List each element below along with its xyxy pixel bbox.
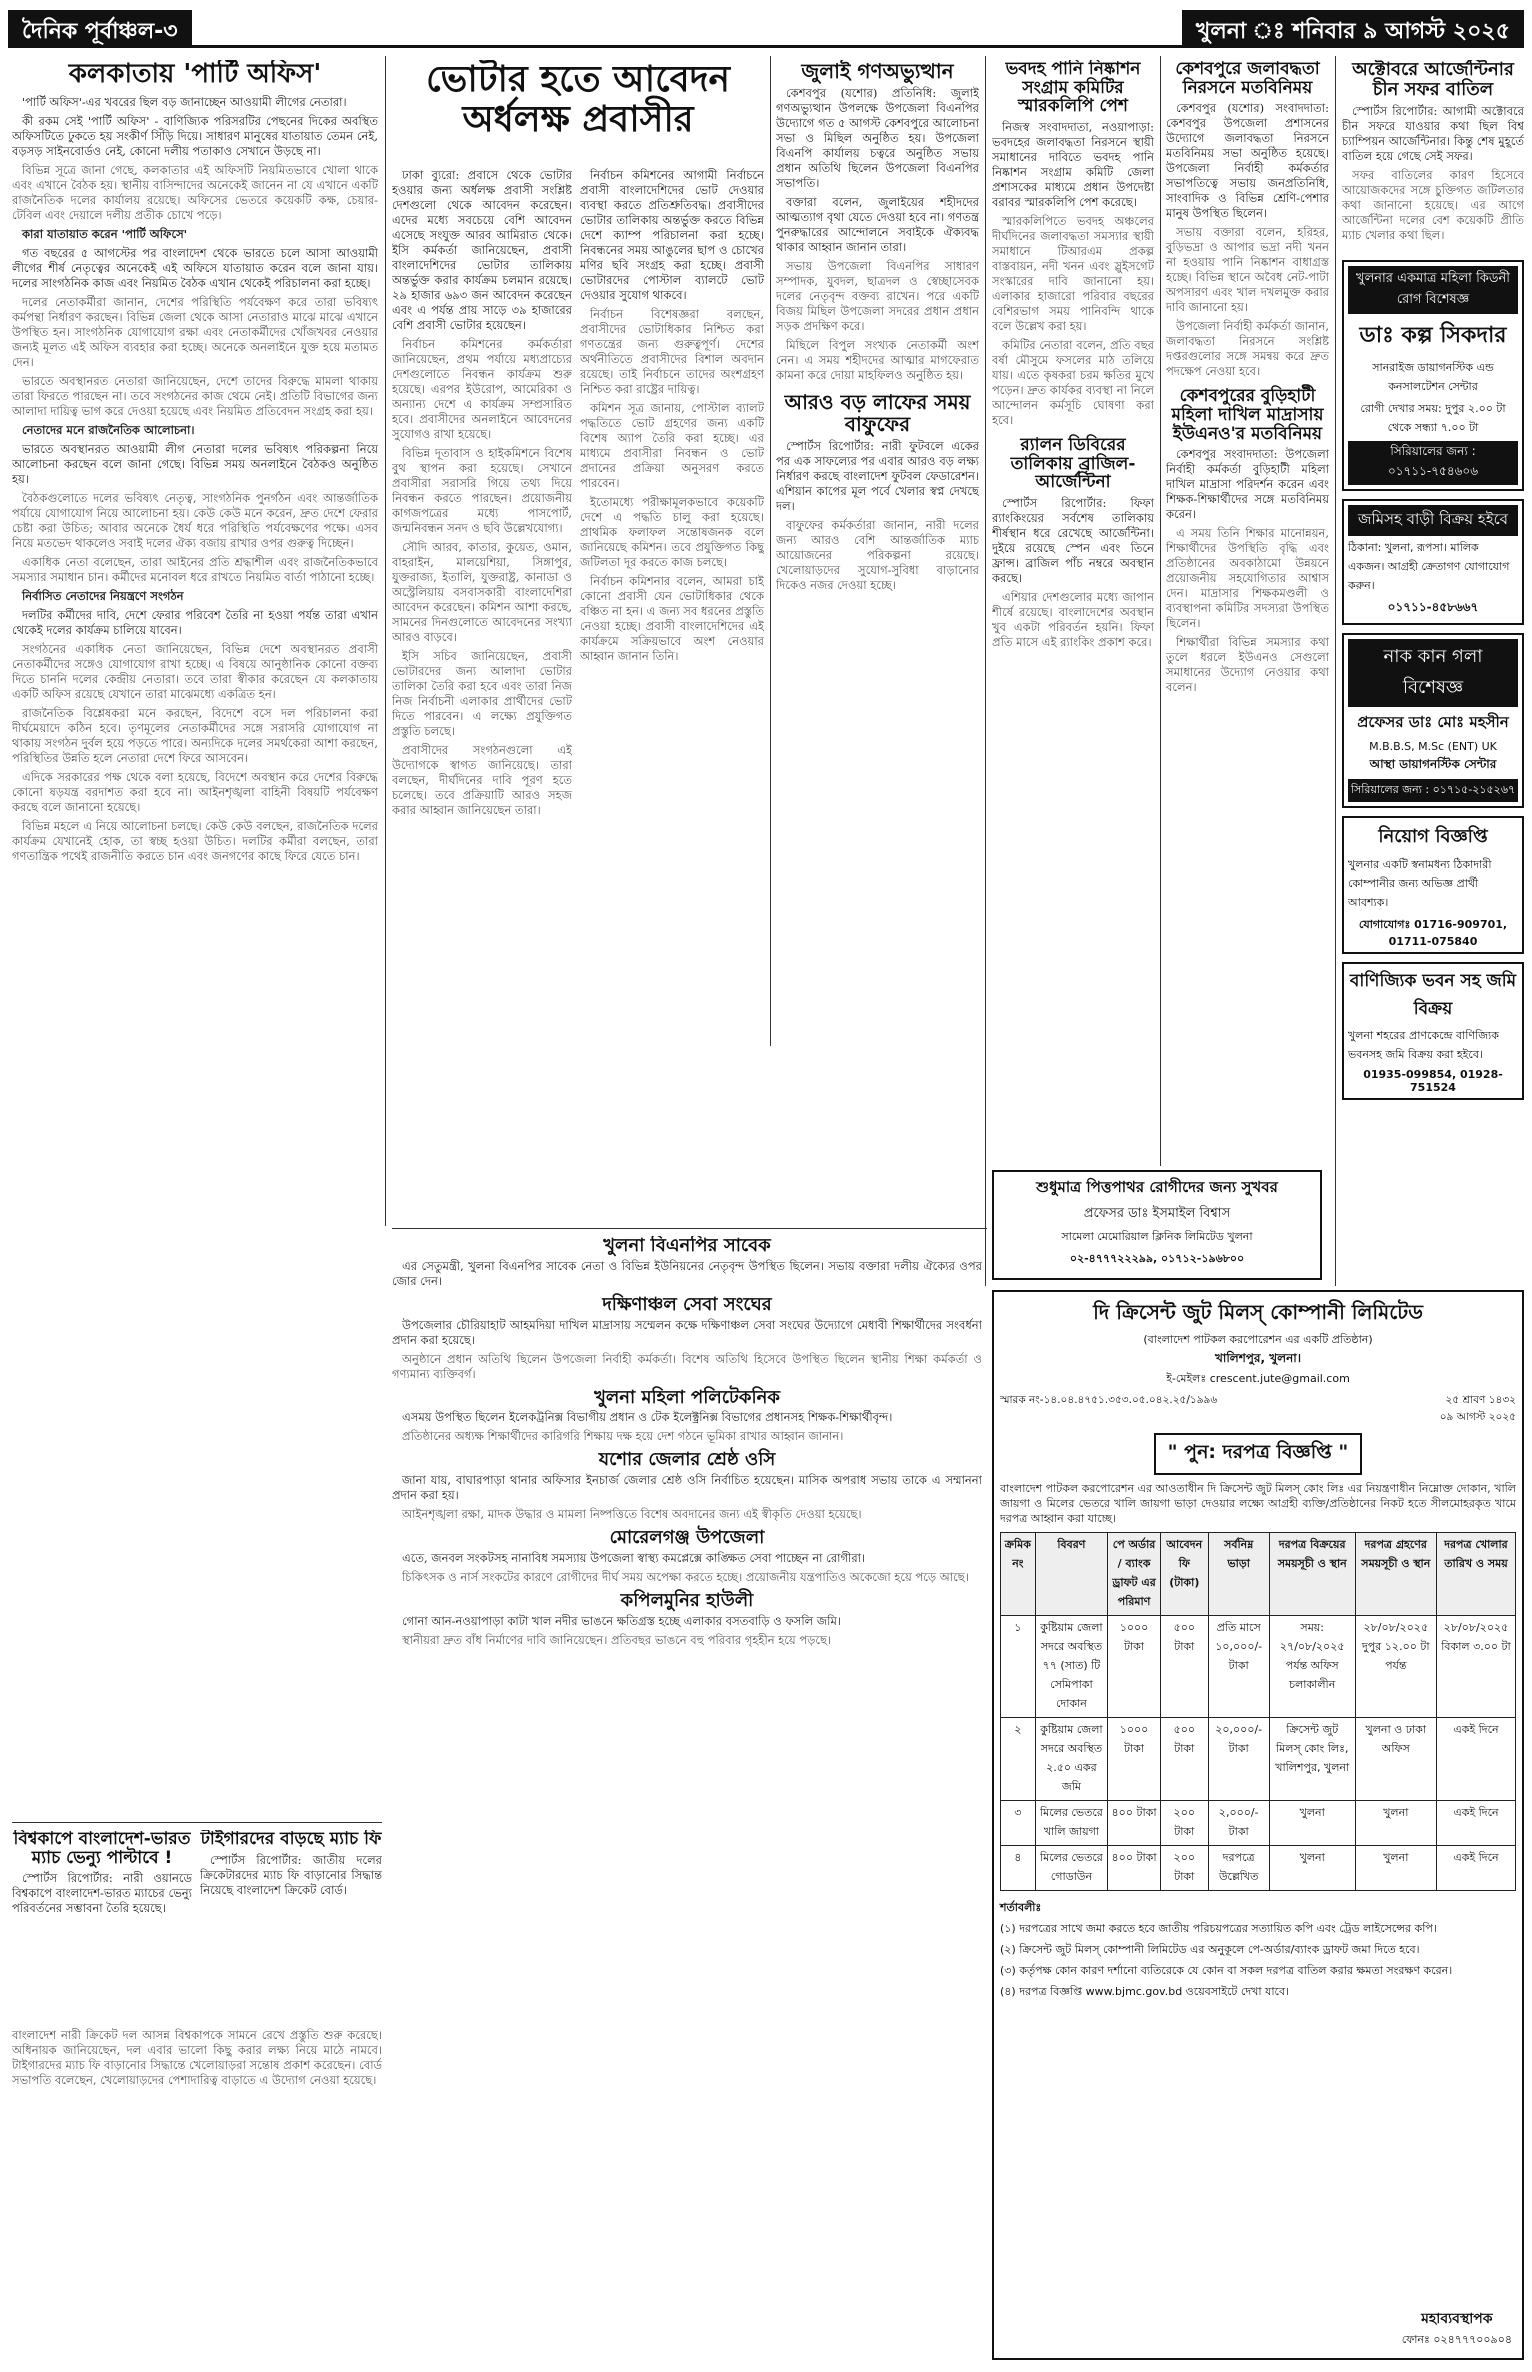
mid-headline: কপিলমুনির হাউলী xyxy=(620,1589,754,1611)
tender-term: (২) ক্রিসেন্ট জুট মিলস্ কোম্পানী লিমিটেড এর অনুকূলে পে-অর্ডার/ব্যাংক ড্রাফট জমা দিতে হবে। xyxy=(1000,1943,1420,1956)
tender-column-header: পে অর্ডার / ব্যাংক ড্রাফট এর পরিমাণ xyxy=(1108,1533,1161,1616)
tender-column-header: দরপত্র গ্রহণের সময়সূচী ও স্থান xyxy=(1355,1533,1436,1616)
section-rule xyxy=(392,1228,987,1229)
tender-term: (১) দরপত্রের সাথে জমা করতে হবে জাতীয় পরিচয়পত্রের সত্যায়িত কপি এবং ট্রেড লাইসেন্সের কপি। xyxy=(1000,1922,1437,1935)
tender-row xyxy=(1001,1801,1516,1846)
tender-cell: খুলনা ও ঢাকা অফিস xyxy=(1355,1718,1436,1801)
article-headline: কলকাতায় 'পার্টি অফিস' xyxy=(68,60,322,89)
article-party-office xyxy=(12,60,378,1820)
tender-cell: ৩ xyxy=(1001,1801,1036,1846)
ads-column: অক্টোবরে আর্জেন্টিনার চীন সফর বাতিল স্পোর্টস রিপোর্টার: আগামী অক্টোবরে চীন সফরে যাওয়ার কথা ছিল বিশ্ব চ্যাম্পিয়ন আর্জেন্টিনার। কিন্তু শেষ মুহূর্তে বাতিল হয়ে গেছে সেই সফর। সফর বাতিলের কারণ হিসেবে আয়োজকদের সঙ্গে চুক্তিগত জটিলতার কথা জানানো হয়েছে। এর আগে আর্জেন্টিনা দলের বেশ কয়েকটি প্রীতি ম্যাচ খেলার কথা ছিল। খুলনার একমাত্র মহিলা কিডনী রোগ বিশেষজ্ঞ ডাঃ কল্প সিকদার সানরাইজ ডায়াগনস্টিক এন্ড কনসালটেশন সেন্টার রোগী দেখার সময়: দুপুর ২.০০ টা থেকে সন্ধ্যা ৭.০০ টা সিরিয়ালের জন্য : ০১৭১১-৭৫৪৬০৬ জমিসহ বাড়ী বিক্রয় হইবে ঠিকানা: খুলনা, রূপসা। মালিক একজন। আগ্রহী ক্রেতাগণ যোগাযোগ করুন। ০১৭১১-৪৫৮৬৬৭ নাক কান গলা বিশেষজ্ঞ প্রফেসর ডাঃ মোঃ মহসীন M.B.B.S, M.Sc (ENT) UK আস্থা ডায়াগনস্টিক সেন্টার সিরিয়ালের জন্য : ০১৭১৫-২১৫২৬৭ নিয়োগ বিজ্ঞপ্তি খুলনার একটি স্বনামধন্য ঠিকাদারী কোম্পানীর জন্য অভিজ্ঞ প্রার্থী আবশ্যক। যোগাযোগঃ 01716-909701, 01711-075840 বাণিজ্যিক ভবন সহ জমি বিক্রয় খুলনা শহরের প্রাণকেন্দ্রে বাণিজ্যিক ভবনসহ জমি বিক্রয় করা হইবে। 01935-099854, 01928-751524 xyxy=(1342,60,1524,1240)
article-headline: ভবদহ পানি নিষ্কাশন সংগ্রাম কমিটির স্মারকলিপি পেশ xyxy=(1005,60,1141,117)
mid-headline: দক্ষিণাঞ্চল সেবা সংঘের xyxy=(602,1293,772,1315)
tender-date-bn: ২৫ শ্রাবণ ১৪৩২ xyxy=(1445,1394,1516,1406)
tender-signatory: মহাব্যবস্থাপক xyxy=(1421,2311,1493,2327)
tender-row xyxy=(1001,1616,1516,1718)
tender-email: ই-মেইলঃ crescent.jute@gmail.com xyxy=(1166,1372,1350,1385)
tender-cell: ৫০০ টাকা xyxy=(1160,1616,1208,1718)
column-rule xyxy=(1160,56,1161,1166)
ad-ent-specialist: নাক কান গলা বিশেষজ্ঞ প্রফেসর ডাঃ মোঃ মহসীন M.B.B.S, M.Sc (ENT) UK আস্থা ডায়াগনস্টিক সেন্টার সিরিয়ালের জন্য : ০১৭১৫-২১৫২৬৭ xyxy=(1342,633,1524,808)
tender-cell: ২,০০০/- টাকা xyxy=(1208,1801,1269,1846)
tender-address: খালিশপুর, খুলনা। xyxy=(1214,1351,1302,1365)
tender-terms: শর্তাবলীঃ (১) দরপত্রের সাথে জমা করতে হবে জাতীয় পরিচয়পত্রের সত্যায়িত কপি এবং ট্রেড লাইসেন্সের কপি। (২) ক্রিসেন্ট জুট মিলস্ কোম্পানী লিমিটেড এর অনুকূলে পে-অর্ডার/ব্যাংক ড্রাফট জমা দিতে হবে। (৩) কর্তৃপক্ষ কোন কারণ দর্শানো ব্যতিরেকে যে কোন বা সকল দরপত্র বাতিল করার ক্ষমতা সংরক্ষণ করেন। (৪) দরপত্র বিজ্ঞপ্তি www.bjmc.gov.bd ওয়েবসাইটে দেখা যাবে। xyxy=(1000,1899,1516,2002)
tender-column-header: ক্রমিক নং xyxy=(1001,1533,1036,1616)
tender-column-header: দরপত্র খোলার তারিখ ও সময় xyxy=(1436,1533,1515,1616)
tender-cell: ৪০০ টাকা xyxy=(1108,1801,1161,1846)
tender-row xyxy=(1001,1718,1516,1801)
tender-column-header: বিবরণ xyxy=(1035,1533,1107,1616)
tender-cell: ২০০ টাকা xyxy=(1160,1846,1208,1891)
tender-cell: মিলের ভেতরে খালি জায়গা xyxy=(1035,1801,1107,1846)
tender-column-header: সর্বনিম্ন ভাড়া xyxy=(1208,1533,1269,1616)
tender-cell: খুলনা xyxy=(1269,1801,1355,1846)
article-headline-fifa: র‍্যালন ডিবিরের তালিকায় ব্রাজিল-আর্জেন্টিনা xyxy=(1010,435,1136,493)
tender-cell: ২৮/০৮/২০২৫ বিকাল ৩.০০ টা xyxy=(1436,1616,1515,1718)
tender-subtitle: (বাংলাদেশ পাটকল করপোরেশন এর একটি প্রতিষ্ঠান) xyxy=(1143,1333,1373,1346)
section-rule xyxy=(12,1822,382,1823)
tender-cell: খুলনা xyxy=(1355,1801,1436,1846)
mid-headline: যশোর জেলার শ্রেষ্ঠ ওসি xyxy=(598,1449,776,1471)
mid-headline: মোরেলগঞ্জ উপজেলা xyxy=(609,1527,765,1549)
tender-company: দি ক্রিসেন্ট জুট মিলস্ কোম্পানী লিমিটেড xyxy=(1093,1300,1423,1324)
tender-cell: একই দিনে xyxy=(1436,1718,1515,1801)
article-headline: কেশবপুরে জলাবদ্ধতা নিরসনে মতবিনিময় xyxy=(1175,60,1320,98)
tender-cell: মিলের ভেতরে গোডাউন xyxy=(1035,1846,1107,1891)
tender-intro: বাংলাদেশ পাটকল করপোরেশন এর আওতাধীন দি ক্রিসেন্ট জুট মিলস্ কোং লিঃ এর নিয়ন্ত্রণাধীন নিম্নোক্ত দোকান, খালি জায়গা ও মিলের ভেতরে খালি জায়গা ভাড়া দেওয়ার লক্ষ্যে আগ্রহী ব্যক্তি/প্রতিষ্ঠানের নিকট হতে সীলমোহরকৃত খামে দরপত্র আহ্বান করা যাচ্ছে। xyxy=(1000,1482,1516,1525)
article-headline-bafuf: আরও বড় লাফের সময় বাফুফের xyxy=(784,390,971,436)
lead-headline-box xyxy=(392,60,764,160)
tender-title: " পুন: দরপত্র বিজ্ঞপ্তি " xyxy=(1154,1433,1363,1475)
tender-column-header: দরপত্র বিক্রয়ের সময়সূচী ও স্থান xyxy=(1269,1533,1355,1616)
tender-cell: ২০,০০০/- টাকা xyxy=(1208,1718,1269,1801)
tender-column-header: আবেদন ফি (টাকা) xyxy=(1160,1533,1208,1616)
mid-news-section: খুলনা বিএনপির সাবেক এর সেতুমন্ত্রী, খুলনা বিএনপির সাবেক নেতা ও বিভিন্ন ইউনিয়নের নেতৃবৃন্দ উপস্থিত ছিলেন। সভায় বক্তারা দলীয় ঐক্যের ওপর জোর দেন। দক্ষিণাঞ্চল সেবা সংঘের উপজেলার চৌরিয়াহাট আহমদিয়া দাখিল মাদ্রাসায় সম্মেলন কক্ষে দক্ষিণাঞ্চল সেবা সংঘের উদ্যোগে মেধাবী শিক্ষার্থীদের সংবর্ধনা প্রদান করা হয়েছে। অনুষ্ঠানে প্রধান অতিথি ছিলেন উপজেলা নির্বাহী কর্মকর্তা। বিশেষ অতিথি হিসেবে উপস্থিত ছিলেন স্থানীয় শিক্ষা কর্মকর্তা ও গণ্যমান্য ব্যক্তিবর্গ। খুলনা মহিলা পলিটেকনিক এসময় উপস্থিত ছিলেন ইলেকট্রনিক্স বিভাগীয় প্রধান ও টেক ইলেক্ট্রনিক্স বিভাগের প্রধানসহ শিক্ষক-শিক্ষার্থীবৃন্দ। প্রতিষ্ঠানের অধ্যক্ষ শিক্ষার্থীদের কারিগরি শিক্ষায় দক্ষ হয়ে দেশ গঠনে ভূমিকা রাখার আহ্বান জানান। যশোর জেলার শ্রেষ্ঠ ওসি জানা যায়, বাঘারপাড়া থানার অফিসার ইনচার্জ জেলার শ্রেষ্ঠ ওসি নির্বাচিত হয়েছেন। মাসিক অপরাধ সভায় তাকে এ সম্মাননা প্রদান করা হয়। আইনশৃঙ্খলা রক্ষা, মাদক উদ্ধার ও মামলা নিষ্পত্তিতে বিশেষ অবদানের জন্য এই স্বীকৃতি দেওয়া হয়েছে। মোরেলগঞ্জ উপজেলা এতে, জনবল সংকটসহ নানাবিধ সমস্যায় উপজেলা স্বাস্থ্য কমপ্লেক্সে কাঙ্ক্ষিত সেবা পাচ্ছেন না রোগীরা। চিকিৎসক ও নার্স সংকটের কারণে রোগীদের দীর্ঘ সময় অপেক্ষা করতে হচ্ছে। প্রয়োজনীয় যন্ত্রপাতিও অকেজো হয়ে পড়ে আছে। কপিলমুনির হাউলী গোনা আন-নওয়াপাড়া কাটা খাল নদীর ভাঙনে ক্ষতিগ্রস্ত হচ্ছে এলাকার বসতবাড়ি ও ফসলি জমি। স্থানীয়রা দ্রুত বাঁধ নির্মাণের দাবি জানিয়েছেন। প্রতিবছর ভাঙনে বহু পরিবার গৃহহীন হয়ে পড়ছে। xyxy=(392,1236,982,1647)
tender-cell: কুষ্টিয়াম জেলা সদরে অবস্থিত ৭৭ (সাত) টি সেমিপাকা দোকান xyxy=(1035,1616,1107,1718)
tender-term: (৪) দরপত্র বিজ্ঞপ্তি www.bjmc.gov.bd ওয়েবসাইটে দেখা যাবে। xyxy=(1000,1985,1290,1998)
tender-cell: ৫০০ টাকা xyxy=(1160,1718,1208,1801)
masthead xyxy=(8,8,1524,48)
sports-article-venue: বিশ্বকাপে বাংলাদেশ-ভারত ম্যাচ ভেন্যু পাল্টাবে ! স্পোর্টস রিপোর্টার: নারী ওয়ানডে বিশ্বকাপে বাংলাদেশ-ভারত ম্যাচের ভেন্যু পরিবর্তনের সম্ভাবনা তৈরি হয়েছে। xyxy=(12,1830,192,1916)
lower-left-text: বাংলাদেশ নারী ক্রিকেট দল আসন্ন বিশ্বকাপকে সামনে রেখে প্রস্তুতি শুরু করেছে। অধিনায়ক জানিয়েছেন, দল এবার ভালো কিছু করার লক্ষ্য নিয়ে মাঠে নামবে। টাইগারদের ম্যাচ ফি বাড়ানোর সিদ্ধান্তে খেলোয়াড়রা সন্তোষ প্রকাশ করেছেন। বোর্ড সভাপতি বলেছেন, খেলোয়াড়দের পেশাদারিত্ব বাড়াতে এ উদ্যোগ নেওয়া হয়েছে। xyxy=(12,2028,382,2087)
tender-cell: সময়: ২৭/০৮/২০২৫ পর্যন্ত অফিস চলাকালীন xyxy=(1269,1616,1355,1718)
tender-cell: ২০০ টাকা xyxy=(1160,1801,1208,1846)
lead-article-col-b: নির্বাচন কমিশনের আগামী নির্বাচনে প্রবাসী বাংলাদেশিদের ভোট দেওয়ার ব্যবস্থা করতে প্রতিশ্রুতিবদ্ধ। প্রবাসীদের ভোটার তালিকায় অন্তর্ভুক্ত করতে বিভিন্ন দেশে ক্যাম্প পরিচালনা করা হচ্ছে। নিবন্ধনের সময় আঙুলের ছাপ ও চোখের মণির ছবি সংগ্রহ করা হচ্ছে। প্রবাসী ভোটারদের পোস্টাল ব্যালটে ভোট দেওয়ার সুযোগ থাকবে। নির্বাচন বিশেষজ্ঞরা বলছেন, প্রবাসীদের ভোটাধিকার নিশ্চিত করা গণতন্ত্রের জন্য গুরুত্বপূর্ণ। দেশের অর্থনীতিতে প্রবাসীদের বিশাল অবদান রয়েছে। তাই নির্বাচনে তাদের অংশগ্রহণ নিশ্চিত করা রাষ্ট্রের দায়িত্ব। কমিশন সূত্র জানায়, পোস্টাল ব্যালট পদ্ধতিতে ভোট গ্রহণের জন্য একটি বিশেষ অ্যাপ তৈরি করা হচ্ছে। এর মাধ্যমে প্রবাসীরা নিবন্ধন ও ভোট প্রদানের প্রক্রিয়া অনুসরণ করতে পারবেন। ইতোমধ্যে পরীক্ষামূলকভাবে কয়েকটি দেশে এ পদ্ধতি চালু করা হয়েছে। প্রাথমিক ফলাফল সন্তোষজনক বলে জানিয়েছে কমিশন। তবে প্রযুক্তিগত কিছু জটিলতা দূর করতে কাজ চলছে। নির্বাচন কমিশনার বলেন, আমরা চাই কোনো প্রবাসী যেন ভোটাধিকার থেকে বঞ্চিত না হন। এ জন্য সব ধরনের প্রস্তুতি নেওয়া হচ্ছে। প্রবাসী বাংলাদেশিদের এই কার্যক্রমে সক্রিয়ভাবে অংশ নেওয়ার আহ্বান জানান তিনি। xyxy=(580,168,764,663)
tender-cell: ১০০০ টাকা xyxy=(1108,1616,1161,1718)
ad-house-sale: জমিসহ বাড়ী বিক্রয় হইবে ঠিকানা: খুলনা, রূপসা। মালিক একজন। আগ্রহী ক্রেতাগণ যোগাযোগ করুন। ০১৭১১-৪৫৮৬৬৭ xyxy=(1342,499,1524,625)
ad-recruitment: নিয়োগ বিজ্ঞপ্তি খুলনার একটি স্বনামধন্য ঠিকাদারী কোম্পানীর জন্য অভিজ্ঞ প্রার্থী আবশ্যক। যোগাযোগঃ 01716-909701, 01711-075840 xyxy=(1342,816,1524,954)
tender-term: (৩) কর্তৃপক্ষ কোন কারণ দর্শানো ব্যতিরেকে যে কোন বা সকল দরপত্র বাতিল করার ক্ষমতা সংরক্ষণ করেন। xyxy=(1000,1964,1453,1977)
sports-headline: বিশ্বকাপে বাংলাদেশ-ভারত ম্যাচ ভেন্যু পাল্টাবে ! xyxy=(13,1830,191,1868)
column-rule xyxy=(385,56,386,1226)
tender-cell: ক্রিসেন্ট জুট মিলস্ কোং লিঃ, খালিশপুর, খুলনা xyxy=(1269,1718,1355,1801)
tender-cell: একই দিনে xyxy=(1436,1846,1515,1891)
paper-name: দৈনিক পূর্বাঞ্চল-৩ xyxy=(8,10,192,48)
mid-headline: খুলনা মহিলা পলিটেকনিক xyxy=(594,1386,780,1408)
article-headline: অক্টোবরে আর্জেন্টিনার চীন সফর বাতিল xyxy=(1352,60,1514,100)
lead-article-col-a: ঢাকা ব্যুরো: প্রবাসে থেকে ভোটার হওয়ার জন্য অর্ধলক্ষ প্রবাসী সংশ্লিষ্ট দেশগুলো থেকে আবেদন করেছেন। এদের মধ্যে সবচেয়ে বেশি আবেদন এসেছে সংযুক্ত আরব আমিরাত থেকে। ইসি কর্মকর্তা জানিয়েছেন, প্রবাসী বাংলাদেশিদের ভোটার তালিকায় অন্তর্ভুক্ত করার কার্যক্রম চলমান রয়েছে। ২৯ হাজার ৬৯৩ জন আবেদন করেছেন এবং এ পর্যন্ত প্রায় সাড়ে ৩৯ হাজারের বেশি প্রবাসী ভোটার হয়েছেন। নির্বাচন কমিশনের কর্মকর্তারা জানিয়েছেন, প্রথম পর্যায়ে মধ্যপ্রাচ্যের দেশগুলোতে নিবন্ধন কার্যক্রম শুরু হয়েছে। এরপর ইউরোপ, আমেরিকা ও অন্যান্য দেশে এ কার্যক্রম সম্প্রসারিত হবে। প্রবাসীদের অনলাইনে আবেদনের সুযোগও রাখা হয়েছে। বিভিন্ন দূতাবাস ও হাইকমিশনে বিশেষ বুথ স্থাপন করা হয়েছে। সেখানে প্রবাসীরা সরাসরি গিয়ে তথ্য দিয়ে নিবন্ধন করতে পারছেন। প্রয়োজনীয় কাগজপত্রের মধ্যে পাসপোর্ট, জন্মনিবন্ধন সনদ ও ছবি উল্লেখযোগ্য। সৌদি আরব, কাতার, কুয়েত, ওমান, বাহরাইন, মালয়েশিয়া, সিঙ্গাপুর, যুক্তরাজ্য, ইতালি, যুক্তরাষ্ট্র, কানাডা ও অস্ট্রেলিয়ায় বসবাসকারী বাংলাদেশিরা আবেদন করেছেন। কমিশন আশা করছে, সামনের দিনগুলোতে আবেদনের সংখ্যা আরও বাড়বে। ইসি সচিব জানিয়েছেন, প্রবাসী ভোটারদের জন্য আলাদা ভোটার তালিকা তৈরি করা হবে এবং তারা নিজ নিজ নির্বাচনী এলাকার প্রার্থীদের ভোট দিতে পারবেন। এ লক্ষ্যে প্রযুক্তিগত প্রস্তুতি চলছে। প্রবাসীদের সংগঠনগুলো এই উদ্যোগকে স্বাগত জানিয়েছে। তারা বলছেন, দীর্ঘদিনের দাবি পূরণ হতে চলেছে। তবে প্রক্রিয়াটি আরও সহজ করার আহ্বান জানিয়েছেন তারা। xyxy=(392,168,572,817)
ad-commercial-building: বাণিজ্যিক ভবন সহ জমি বিক্রয় খুলনা শহরের প্রাণকেন্দ্রে বাণিজ্যিক ভবনসহ জমি বিক্রয় করা হইবে। 01935-099854, 01928-751524 xyxy=(1342,962,1524,1100)
lead-headline-line1: ভোটার হতে আবেদন xyxy=(425,60,731,100)
tender-cell: প্রতি মাসে ১০,০০০/- টাকা xyxy=(1208,1616,1269,1718)
tender-notice xyxy=(992,1290,1524,2360)
tender-phone: ফোনঃ ০২৪৭৭৭০০৯০৪ xyxy=(1401,2333,1512,2346)
article-headline: জুলাই গণঅভ্যুত্থান xyxy=(801,60,954,83)
tender-cell: কুষ্টিয়াম জেলা সদরে অবস্থিত ২.৫০ একর জমি xyxy=(1035,1718,1107,1801)
tender-table xyxy=(1000,1532,1516,1891)
tender-cell: ১০০০ টাকা xyxy=(1108,1718,1161,1801)
column-rule xyxy=(1335,56,1336,1286)
tender-ref: স্মারক নং-১৪.০৪.৪৭৫১.৩৫৩.০৫.০৪২.২৫/১৯৯৬ xyxy=(1000,1394,1218,1406)
mid-headline: খুলনা বিএনপির সাবেক xyxy=(603,1236,771,1256)
lead-headline-line2: অর্ধলক্ষ প্রবাসীর xyxy=(462,98,694,140)
tender-cell: ২ xyxy=(1001,1718,1036,1801)
tender-cell: ৪ xyxy=(1001,1846,1036,1891)
article-bhabodaho: ভবদহ পানি নিষ্কাশন সংগ্রাম কমিটির স্মারকলিপি পেশ নিজস্ব সংবাদদাতা, নওয়াপাড়া: ভবদহের জলাবদ্ধতা নিরসনে স্থায়ী সমাধানের দাবিতে ভবদহ পানি নিষ্কাশন সংগ্রাম কমিটি জেলা প্রশাসকের মাধ্যমে প্রধান উপদেষ্টা বরাবর স্মারকলিপি পেশ করেছে। স্মারকলিপিতে ভবদহ অঞ্চলের দীর্ঘদিনের জলাবদ্ধতা সমস্যার স্থায়ী সমাধানে টিআরএম প্রকল্প বাস্তবায়ন, নদী খনন এবং স্লুইসগেট সংস্কারের দাবি জানানো হয়। এলাকার হাজারো পরিবার বছরের বেশিরভাগ সময় পানিবন্দি থাকে বলে উল্লেখ করা হয়। কমিটির নেতারা বলেন, প্রতি বছর বর্ষা মৌসুমে ফসলের মাঠ তলিয়ে যায়। এতে কৃষকরা চরম ক্ষতির মুখে পড়েন। দ্রুত কার্যকর ব্যবস্থা না নিলে আন্দোলন কর্মসূচি ঘোষণা করা হবে। র‍্যালন ডিবিরের তালিকায় ব্রাজিল-আর্জেন্টিনা স্পোর্টস রিপোর্টার: ফিফা র‍্যাংকিংয়ের সর্বশেষ তালিকায় শীর্ষস্থান ধরে রেখেছে আর্জেন্টিনা। দুইয়ে রয়েছে স্পেন এবং তিনে ফ্রান্স। ব্রাজিল পাঁচ নম্বরে অবস্থান করছে। এশিয়ার দেশগুলোর মধ্যে জাপান শীর্ষে রয়েছে। বাংলাদেশের অবস্থান খুব একটা পরিবর্তন হয়নি। ফিফা প্রতি মাসে এই র‍্যাংকিং প্রকাশ করে। xyxy=(992,60,1154,650)
tender-cell: ৪০০ টাকা xyxy=(1108,1846,1161,1891)
tender-cell: দরপত্রে উল্লেখিত xyxy=(1208,1846,1269,1891)
tender-row xyxy=(1001,1846,1516,1891)
column-rule xyxy=(985,56,986,1286)
ad-gallstone: শুধুমাত্র পিত্তপাথর রোগীদের জন্য সুখবর প্রফেসর ডাঃ ইসমাইল বিশ্বাস সামেলা মেমোরিয়াল ক্লিনিক লিমিটেড খুলনা ০২-৪৭৭৭২২২৯৯, ০১৭১২-১৯৬৮০০ xyxy=(992,1170,1322,1280)
tender-cell: ১ xyxy=(1001,1616,1036,1718)
article-body: 'পার্টি অফিস'-এর খবরের ছিল বড় জানাচ্ছেন আওয়ামী লীগের নেতারা। কী রকম সেই 'পার্টি অফিস' - বাণিজ্যিক পরিসরটির পেছনের দিকের অবস্থিত অফিসটিতে ঢুকতে হয় সংকীর্ণ সিঁড়ি দিয়ে। সাধারণ মানুষের যাতায়াত তেমন নেই, বড়সড় সাইনবোর্ডও নেই, কোনো দলীয় পতাকাও সেখানে উড়ছে না। বিভিন্ন সূত্রে জানা গেছে, কলকাতার এই অফিসটি নিয়মিতভাবে খোলা থাকে এবং এখানে বৈঠক হয়। স্থানীয় বাসিন্দাদের অনেকেই জানেন না যে এখানে একটি রাজনৈতিক দলের কার্যালয় রয়েছে। অফিসের ভেতরে কয়েকটি কক্ষ, চেয়ার-টেবিল এবং দেয়ালে দলীয় প্রতীক চোখে পড়ে। কারা যাতায়াত করেন 'পার্টি অফিসে' গত বছরের ৫ আগস্টের পর বাংলাদেশ থেকে ভারতে চলে আসা আওয়ামী লীগের শীর্ষ নেতৃত্বের অনেকেই এই অফিসে যাতায়াত করেন বলে জানা যায়। দলের সাংগঠনিক কাজ এবং নিয়মিত বৈঠক এখান থেকেই পরিচালনা করা হচ্ছে। দলের নেতাকর্মীরা জানান, দেশের পরিস্থিতি পর্যবেক্ষণ করে তারা ভবিষ্যৎ কর্মপন্থা নির্ধারণ করছেন। বিভিন্ন জেলা থেকে আসা নেতারাও মাঝে মাঝে এখানে উপস্থিত হন। সাংগঠনিক যোগাযোগ রক্ষা এবং নেতাকর্মীদের খোঁজখবর নেওয়ার জন্যই মূলত এই অফিস ব্যবহার করা হচ্ছে। অনেকে অনলাইনে যুক্ত হয়ে মতামত দেন। ভারতে অবস্থানরত নেতারা জানিয়েছেন, দেশে তাদের বিরুদ্ধে মামলা থাকায় তারা ফিরতে পারছেন না। তবে সংগঠনের কাজ থেমে নেই। প্রতিটি বিভাগের জন্য আলাদা দায়িত্ব ভাগ করে দেওয়া হয়েছে এবং নিয়মিত প্রতিবেদন সংগ্রহ করা হয়। নেতাদের মনে রাজনৈতিক আলোচনা। ভারতে অবস্থানরত আওয়ামী লীগ নেতারা দলের ভবিষ্যৎ পরিকল্পনা নিয়ে আলোচনা করছেন বলে জানা গেছে। বিভিন্ন সময় অনলাইনে বৈঠকও অনুষ্ঠিত হয়। বৈঠকগুলোতে দলের ভবিষ্যৎ নেতৃত্ব, সাংগঠনিক পুনর্গঠন এবং আন্তর্জাতিক পর্যায়ে যোগাযোগ নিয়ে আলোচনা হয়। কেউ কেউ মনে করেন, দ্রুত দেশে ফেরার চেষ্টা করা উচিত; আবার অনেকে ধৈর্য ধরে পরিস্থিতি পর্যবেক্ষণের পক্ষে। এসব নিয়ে মতভেদ থাকলেও সবাই দলের ঐক্য বজায় রাখার ওপর গুরুত্ব দিচ্ছেন। একাধিক নেতা বলেছেন, তারা আইনের প্রতি শ্রদ্ধাশীল এবং রাজনৈতিকভাবে সমস্যার সমাধান চান। কর্মীদের মনোবল ধরে রাখতে নিয়মিত বার্তা পাঠানো হচ্ছে। নির্বাসিত নেতাদের নিয়ন্ত্রণে সংগঠন দলটির কর্মীদের দাবি, দেশে ফেরার পরিবেশ তৈরি না হওয়া পর্যন্ত তারা এখান থেকেই দলের কার্যক্রম চালিয়ে যাবেন। সংগঠনের একাধিক নেতা জানিয়েছেন, বিভিন্ন দেশে অবস্থানরত প্রবাসী নেতাকর্মীদের সঙ্গেও যোগাযোগ রাখা হচ্ছে। এ বিষয়ে আনুষ্ঠানিক কোনো বক্তব্য দিতে চাননি দলের কেন্দ্রীয় নেতারা। তবে তারা স্বীকার করেছেন যে কলকাতায় একটি অফিস রয়েছে যেখানে তারা মাঝেমধ্যে একত্রিত হন। রাজনৈতিক বিশ্লেষকরা মনে করছেন, বিদেশে বসে দল পরিচালনা করা দীর্ঘমেয়াদে কঠিন হবে। তৃণমূলের নেতাকর্মীদের সঙ্গে সরাসরি যোগাযোগ না থাকায় সংগঠন দুর্বল হয়ে পড়তে পারে। অন্যদিকে দলের সমর্থকেরা আশা করছেন, পরিস্থিতির উন্নতি হলে নেতারা দেশে ফিরে আসবেন। এদিকে সরকারের পক্ষ থেকে বলা হয়েছে, বিদেশে অবস্থান করে দেশের বিরুদ্ধে কোনো ষড়যন্ত্র বরদাশত করা হবে না। আইনশৃঙ্খলা বাহিনী বিষয়টি পর্যবেক্ষণ করছে বলে জানানো হয়েছে। বিভিন্ন মহলে এ নিয়ে আলোচনা চলছে। কেউ কেউ বলছেন, রাজনৈতিক দলের কার্যক্রম যেখানেই হোক, তা স্বচ্ছ হওয়া উচিত। দলটির কর্মীরা বলছেন, তারা গণতান্ত্রিক পথেই রাজনীতি করতে চান এবং জনগণের কাছে ফিরে যেতে চান। xyxy=(12,94,378,863)
tender-cell: একই দিনে xyxy=(1436,1801,1515,1846)
article-july-uprising: জুলাই গণঅভ্যুত্থান কেশবপুর (যশোর) প্রতিনিধি: জুলাই গণঅভ্যুত্থান উপলক্ষে উপজেলা বিএনপির উদ্যোগে গত ৫ আগস্ট কেশবপুরে আলোচনা সভা ও মিছিল অনুষ্ঠিত হয়। উপজেলা বিএনপি কার্যালয় চত্বরে অনুষ্ঠিত সভায় প্রধান অতিথি ছিলেন উপজেলা বিএনপির সভাপতি। বক্তারা বলেন, জুলাইয়ের শহীদদের আত্মত্যাগ বৃথা যেতে দেওয়া হবে না। গণতন্ত্র পুনরুদ্ধারের আন্দোলনে সবাইকে ঐক্যবদ্ধ থাকার আহ্বান জানান তারা। সভায় উপজেলা বিএনপির সাধারণ সম্পাদক, যুবদল, ছাত্রদল ও স্বেচ্ছাসেবক দলের নেতৃবৃন্দ বক্তব্য রাখেন। পরে একটি বিজয় মিছিল উপজেলা সদরের প্রধান প্রধান সড়ক প্রদক্ষিণ করে। মিছিলে বিপুল সংখ্যক নেতাকর্মী অংশ নেন। এ সময় শহীদদের আত্মার মাগফেরাত কামনা করে দোয়া মাহফিলও অনুষ্ঠিত হয়। আরও বড় লাফের সময় বাফুফের স্পোর্টস রিপোর্টার: নারী ফুটবলে একের পর এক সাফল্যের পর এবার আরও বড় লক্ষ্য নির্ধারণ করছে বাংলাদেশ ফুটবল ফেডারেশন। এশিয়ান কাপের মূল পর্বে খেলার স্বপ্ন দেখছে দল। বাফুফের কর্মকর্তারা জানান, নারী দলের জন্য আরও বেশি আন্তর্জাতিক ম্যাচ আয়োজনের পরিকল্পনা রয়েছে। খেলোয়াড়দের সুযোগ-সুবিধা বাড়ানোর দিকেও নজর দেওয়া হচ্ছে। xyxy=(776,60,979,592)
tender-cell: ২৮/০৮/২০২৫ দুপুর ১২.০০ টা পর্যন্ত xyxy=(1355,1616,1436,1718)
tender-date-en: ০৯ আগস্ট ২০২৫ xyxy=(1439,1411,1516,1423)
ad-kidney-specialist: খুলনার একমাত্র মহিলা কিডনী রোগ বিশেষজ্ঞ ডাঃ কল্প সিকদার সানরাইজ ডায়াগনস্টিক এন্ড কনসালটেশন সেন্টার রোগী দেখার সময়: দুপুর ২.০০ টা থেকে সন্ধ্যা ৭.০০ টা সিরিয়ালের জন্য : ০১৭১১-৭৫৪৬০৬ xyxy=(1342,260,1524,491)
sports-article-match-fee: টাইগারদের বাড়ছে ম্যাচ ফি স্পোর্টস রিপোর্টার: জাতীয় দলের ক্রিকেটারদের ম্যাচ ফি বাড়ানোর সিদ্ধান্ত নিয়েছে বাংলাদেশ ক্রিকেট বোর্ড। xyxy=(200,1830,382,1897)
article-keshabpur: কেশবপুরে জলাবদ্ধতা নিরসনে মতবিনিময় কেশবপুর (যশোর) সংবাদদাতা: কেশবপুর উপজেলা প্রশাসনের উদ্যোগে জলাবদ্ধতা নিরসনে মতবিনিময় সভা অনুষ্ঠিত হয়েছে। উপজেলা নির্বাহী কর্মকর্তার সভাপতিত্বে সভায় জনপ্রতিনিধি, সাংবাদিক ও বিভিন্ন শ্রেণি-পেশার মানুষ উপস্থিত ছিলেন। সভায় বক্তারা বলেন, হরিহর, বুড়িভদ্রা ও আপার ভদ্রা নদী খনন না হওয়ায় পানি নিষ্কাশন বাধাগ্রস্ত হচ্ছে। বিভিন্ন স্থানে অবৈধ নেট-পাটা অপসারণ এবং খাল দখলমুক্ত করার দাবি জানানো হয়। উপজেলা নির্বাহী কর্মকর্তা জানান, জলাবদ্ধতা নিরসনে সংশ্লিষ্ট দপ্তরগুলোর সঙ্গে সমন্বয় করে দ্রুত পদক্ষেপ নেওয়া হবে। কেশবপুরের বুড়িহাটী মহিলা দাখিল মাদ্রাসায় ইউএনও'র মতবিনিময় কেশবপুর সংবাদদাতা: উপজেলা নির্বাহী কর্মকর্তা বুড়িহাটী মহিলা দাখিল মাদ্রাসা পরিদর্শন করেন এবং শিক্ষক-শিক্ষার্থীদের সঙ্গে মতবিনিময় করেন। এ সময় তিনি শিক্ষার মানোন্নয়ন, শিক্ষার্থীদের উপস্থিতি বৃদ্ধি এবং প্রতিষ্ঠানের অবকাঠামো উন্নয়নে প্রয়োজনীয় সহযোগিতার আশ্বাস দেন। মাদ্রাসার শিক্ষকমণ্ডলী ও ব্যবস্থাপনা কমিটির সদস্যরা উপস্থিত ছিলেন। শিক্ষার্থীরা বিভিন্ন সমস্যার কথা তুলে ধরলে ইউএনও সেগুলো সমাধানের উদ্যোগ নেওয়ার কথা বলেন। xyxy=(1166,60,1329,695)
tender-cell: খুলনা xyxy=(1269,1846,1355,1891)
sports-headline: টাইগারদের বাড়ছে ম্যাচ ফি xyxy=(200,1830,382,1849)
article-headline-madrasa: কেশবপুরের বুড়িহাটী মহিলা দাখিল মাদ্রাসায় ইউএনও'র মতবিনিময় xyxy=(1171,386,1324,444)
column-rule xyxy=(770,56,771,1046)
tender-cell: খুলনা xyxy=(1355,1846,1436,1891)
date-line: খুলনা ঃ শনিবার ৯ আগস্ট ২০২৫ xyxy=(1182,10,1524,48)
